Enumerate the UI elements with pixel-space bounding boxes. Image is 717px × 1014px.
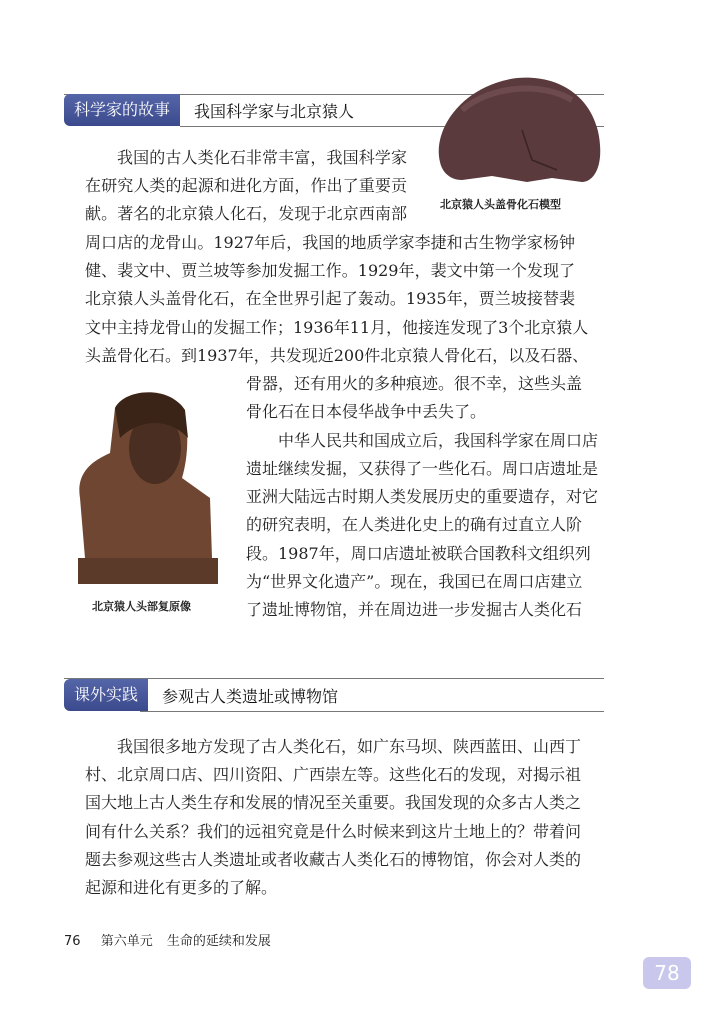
text-line: 骨化石在日本侵华战争中丢失了。 [246, 402, 487, 421]
section-badge: 课外实践 [64, 679, 148, 711]
text-line: 在研究人类的起源和进化方面，作出了重要贡 [85, 176, 407, 195]
text-line: 为“世界文化遗产”。现在，我国已在周口店建立 [246, 572, 583, 591]
text-line: 段。1987年，周口店遗址被联合国教科文组织列 [246, 544, 591, 563]
text-line: 献。著名的北京猿人化石，发现于北京西南部 [85, 204, 407, 223]
section-header [64, 94, 354, 126]
section-title: 参观古人类遗址或博物馆 [162, 686, 339, 706]
unit-label: 第六单元 [100, 934, 153, 949]
text-line: 头盖骨化石。到1937年，共发现近200件北京猿人骨化石，以及石器、 [85, 346, 589, 365]
bust-reconstruction-image [70, 388, 220, 588]
text-line: 我国的古人类化石非常丰富，我国科学家 [117, 148, 407, 167]
text-line: 我国很多地方发现了古人类化石，如广东马坝、陕西蓝田、山西丁 [117, 737, 582, 756]
page-number: 76 [64, 934, 81, 949]
divider [140, 711, 604, 712]
text-line: 中华人民共和国成立后，我国科学家在周口店 [278, 431, 599, 450]
text-line: 北京猿人头盖骨化石，在全世界引起了轰动。1935年，贾兰坡接替裴 [85, 289, 575, 308]
text-line: 间有什么关系？我们的远祖究竟是什么时候来到这片土地上的？带着问 [85, 822, 582, 841]
text-line: 的研究表明，在人类进化史上的确有过直立人阶 [246, 515, 583, 534]
text-line: 起源和进化有更多的了解。 [85, 878, 278, 897]
section-badge: 科学家的故事 [64, 94, 180, 126]
text-line: 亚洲大陆远古时期人类发展历史的重要遗存，对它 [246, 487, 599, 506]
page-footer [64, 930, 271, 949]
section-title: 我国科学家与北京猿人 [194, 101, 355, 121]
section-header [64, 679, 338, 711]
text-line: 文中主持龙骨山的发掘工作；1936年11月，他接连发现了3个北京猿人 [85, 318, 589, 337]
chapter-label: 生命的延续和发展 [166, 934, 271, 949]
text-line: 周口店的龙骨山。1927年后，我国的地质学家李捷和古生物学家杨钟 [85, 233, 575, 252]
skull-fossil-image [432, 70, 604, 188]
text-line: 遗址继续发掘，又获得了一些化石。周口店遗址是 [246, 459, 599, 478]
skull-caption: 北京猿人头盖骨化石模型 [440, 198, 561, 211]
page-badge: 78 [643, 957, 691, 989]
text-line: 国大地上古人类生存和发展的情况至关重要。我国发现的众多古人类之 [85, 793, 582, 812]
text-line: 了遗址博物馆，并在周边进一步发掘古人类化石 [246, 600, 583, 619]
text-line: 骨器，还有用火的多种痕迹。很不幸，这些头盖 [246, 374, 583, 393]
text-line: 村、北京周口店、四川资阳、广西崇左等。这些化石的发现，对揭示祖 [85, 765, 582, 784]
text-line: 健、裴文中、贾兰坡等参加发掘工作。1929年，裴文中第一个发现了 [85, 261, 575, 280]
text-line: 题去参观这些古人类遗址或者收藏古人类化石的博物馆，你会对人类的 [85, 850, 582, 869]
bust-caption: 北京猿人头部复原像 [92, 600, 191, 613]
